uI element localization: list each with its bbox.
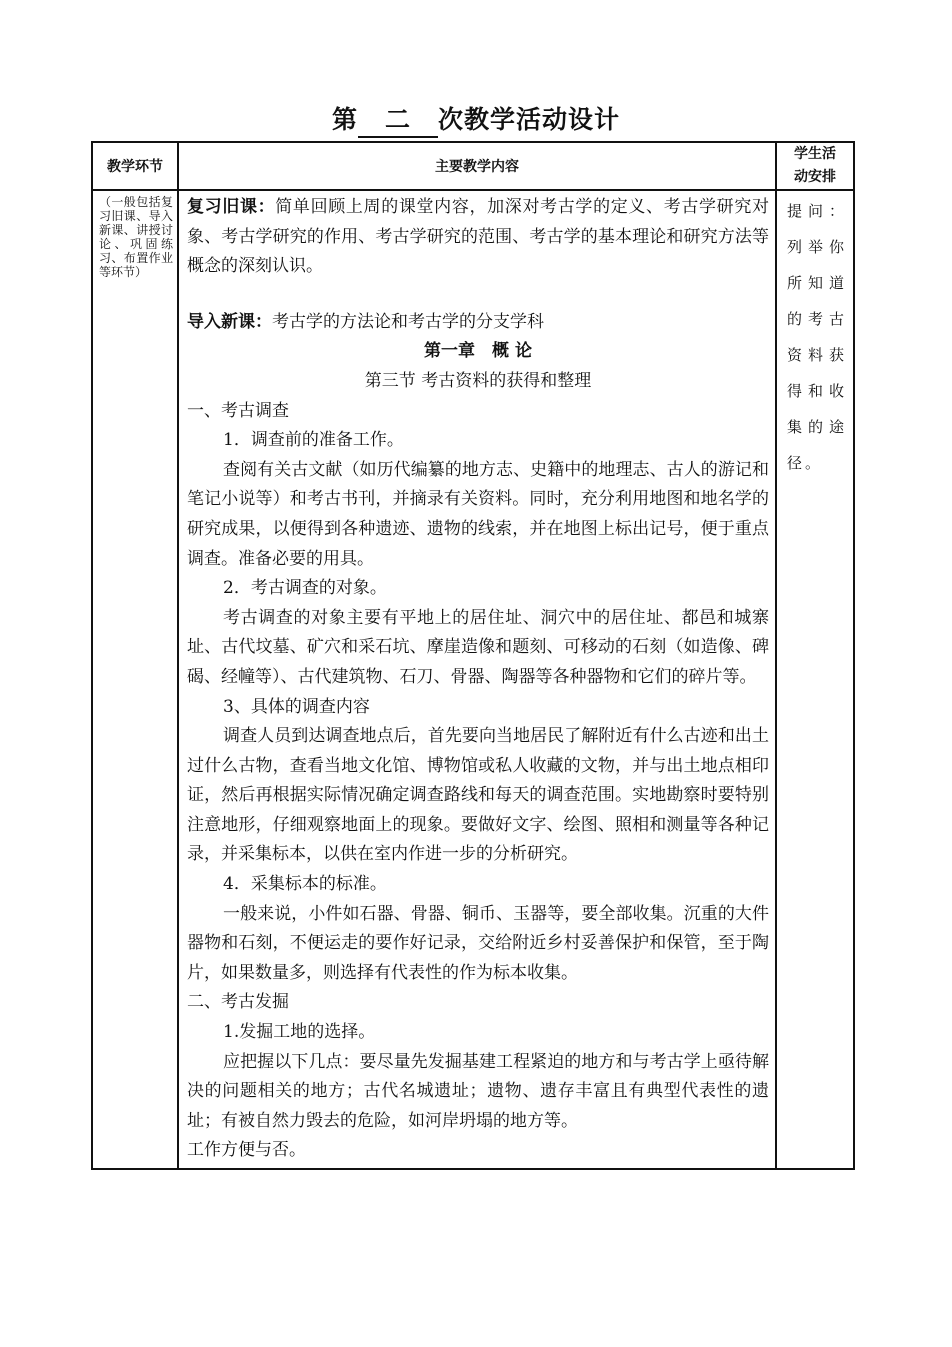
paragraph-objects: 考古调查的对象主要有平地上的居住址、洞穴中的居住址、都邑和城寨址、古代坟墓、矿穴和采石坑、摩崖造像和题刻、可移动的石刻（如造像、碑碣、经幢等）、古代建筑物、石刀、骨器、陶器等各种器物和它们的碎片等。 [187, 607, 769, 687]
header-student-activity-line1: 学生活 [794, 146, 836, 162]
paragraph-content: 调查人员到达调查地点后，首先要向当地居民了解附近有什么古迹和出土过什么古物，查看当地文化馆、博物馆或私人收藏的文物，并与出土地点相印证，然后再根据实际情况确定调查路线和每天的调查范围。实地勘察时要特别注意地形，仔细观察地面上的现象。要做好文字、绘图、照相和测量等各种记录，并采集标本，以供在室内作进一步的分析研究。 [187, 726, 769, 865]
subheading-content: 3、具体的调查内容 [223, 696, 370, 717]
title-prefix: 第 [331, 105, 358, 134]
paragraph-preparation: 查阅有关古文献（如历代编纂的地方志、史籍中的地理志、古人的游记和笔记小说等）和考古书刊，并摘录有关资料。同时，充分利用地图和地名学的研究成果，以便得到各种遗迹、遗物的线索，并在地图上标出记号，便于重点调查。准备必要的用具。 [187, 459, 769, 569]
table-header-row [92, 142, 854, 190]
review-paragraph [187, 193, 769, 282]
intro-label: 导入新课： [187, 311, 272, 332]
heading-excavation: 二、考古发掘 [187, 992, 289, 1013]
subheading-preparation: 1．调查前的准备工作。 [223, 430, 404, 451]
paragraph-specimen: 一般来说，小件如石器、骨器、铜币、玉器等，要全部收集。沉重的大件器物和石刻，不便运走的要作好记录，交给附近乡村妥善保护和保管，至于陶片，如果数量多，则选择有代表性的作为标本收集。 [187, 903, 769, 983]
title-suffix: 次教学活动设计 [438, 105, 621, 134]
subheading-objects: 2．考古调查的对象。 [223, 578, 387, 599]
review-label: 复习旧课： [187, 197, 276, 217]
chapter-heading: 第一章 概 论 [424, 341, 532, 362]
heading-survey: 一、考古调查 [187, 400, 289, 421]
paragraph-site-selection: 应把握以下几点：要尽量先发掘基建工程紧迫的地方和与考古学上亟待解决的问题相关的地方；古代名城遗址；遗物、遗存丰富且有典型代表性的遗址；有被自然力毁去的危险，如河岸坍塌的地方等。 [187, 1051, 769, 1131]
header-teaching-stage: 教学环节 [92, 142, 178, 190]
header-student-activity [776, 142, 854, 190]
page-title [0, 100, 952, 138]
header-student-activity-line2: 动安排 [794, 169, 836, 185]
subheading-specimen: 4．采集标本的标准。 [223, 874, 387, 895]
intro-text: 考古学的方法论和考古学的分支学科 [272, 311, 544, 332]
student-activity-cell: 提问：列举你所知道的考古资料获得和收集的途径。 [776, 190, 854, 1169]
review-text: 简单回顾上周的课堂内容，加深对考古学的定义、考古学研究对象、考古学研究的作用、考古学研究的范围、考古学的基本理论和研究方法等概念的深刻认识。 [187, 197, 769, 277]
title-number: 二 [358, 100, 438, 138]
teaching-stage-note: （一般包括复习旧课、导入新课、讲授讨论、巩固练习、布置作业等环节） [92, 190, 178, 1169]
paragraph-tail: 工作方便与否。 [187, 1140, 306, 1161]
section-heading: 第三节 考古资料的获得和整理 [364, 370, 592, 391]
header-main-content: 主要教学内容 [178, 142, 776, 190]
table-body-row [92, 190, 854, 1169]
subheading-site-selection: 1.发掘工地的选择。 [223, 1022, 376, 1043]
main-content-cell [178, 190, 776, 1169]
lesson-table [91, 141, 855, 1170]
intro-paragraph [187, 308, 769, 338]
